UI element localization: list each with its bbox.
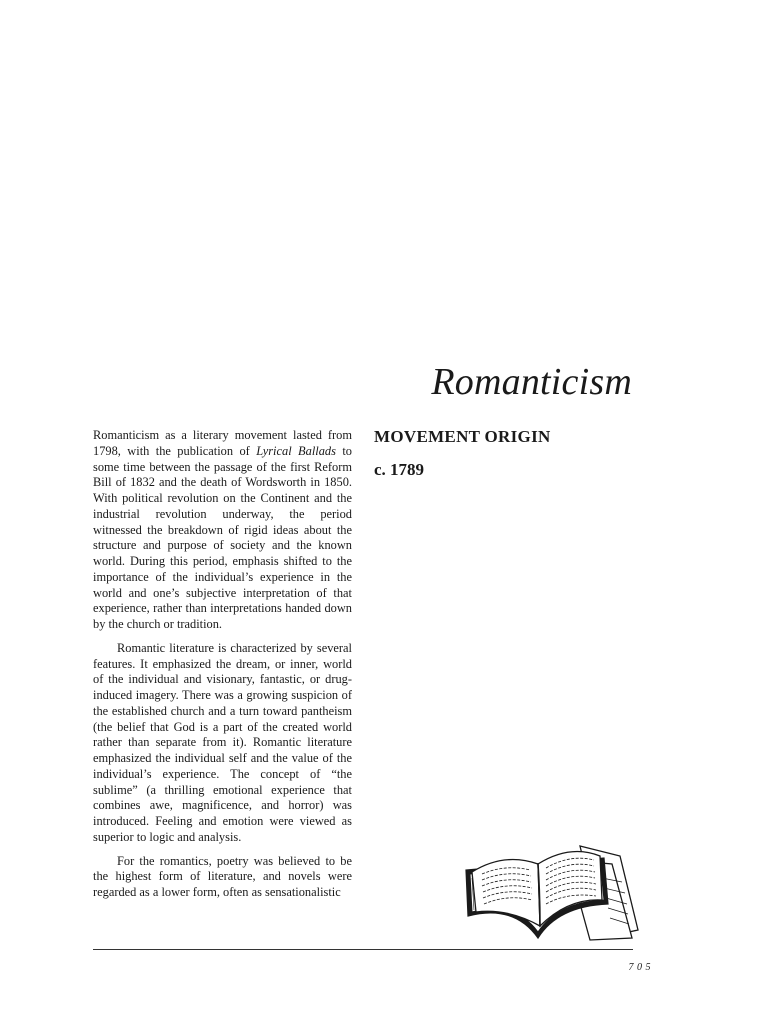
book-title-lyrical-ballads: Lyrical Ballads xyxy=(256,443,336,458)
open-book-icon xyxy=(462,826,642,942)
body-paragraph-3: For the romantics, poetry was believed to be the highest form of literature, and novels were regarded as a lower form, often as sensationalistic xyxy=(93,853,352,899)
paragraph-1-text-a: Romanticism as a literary movement lasted from 1798, with the publication of xyxy=(93,428,352,458)
paragraph-1-text-b: to some time between the passage of the first Reform Bill of 1832 and the death of Wordsworth in 1850. With political revolution on the Continent and the industrial revolution underway, the period witnessed the breakdown of rigid ideas about the structure and purpose of society and the known world. During this period, emphasis shifted to the importance of the individual’s experience in the world and one’s subjective interpretation of that experience, rather than interpretations handed down by the church or tradition. xyxy=(93,443,352,631)
chapter-title: Romanticism xyxy=(431,361,632,403)
body-paragraph-1 xyxy=(93,428,352,633)
footer-rule xyxy=(93,949,633,950)
movement-origin-sidebar xyxy=(374,426,634,481)
page-number: 705 xyxy=(628,962,654,973)
main-text-column xyxy=(93,428,352,909)
movement-origin-heading: MOVEMENT ORIGIN xyxy=(374,427,551,446)
body-paragraph-2: Romantic literature is characterized by several features. It emphasized the dream, or inner, world of the individual and visionary, fantastic, or drug-induced imagery. There was a growing suspicion of the established church and a turn toward pantheism (the belief that God is a part of the created world rather than separate from it). Romantic literature emphasized the individual self and the value of the individual’s experience. The concept of “the sublime” (a thrilling emotional experience that combines awe, magnificence, and horror) was introduced. Feeling and emotion were viewed as superior to logic and analysis. xyxy=(93,640,352,844)
movement-origin-date: c. 1789 xyxy=(374,460,425,479)
